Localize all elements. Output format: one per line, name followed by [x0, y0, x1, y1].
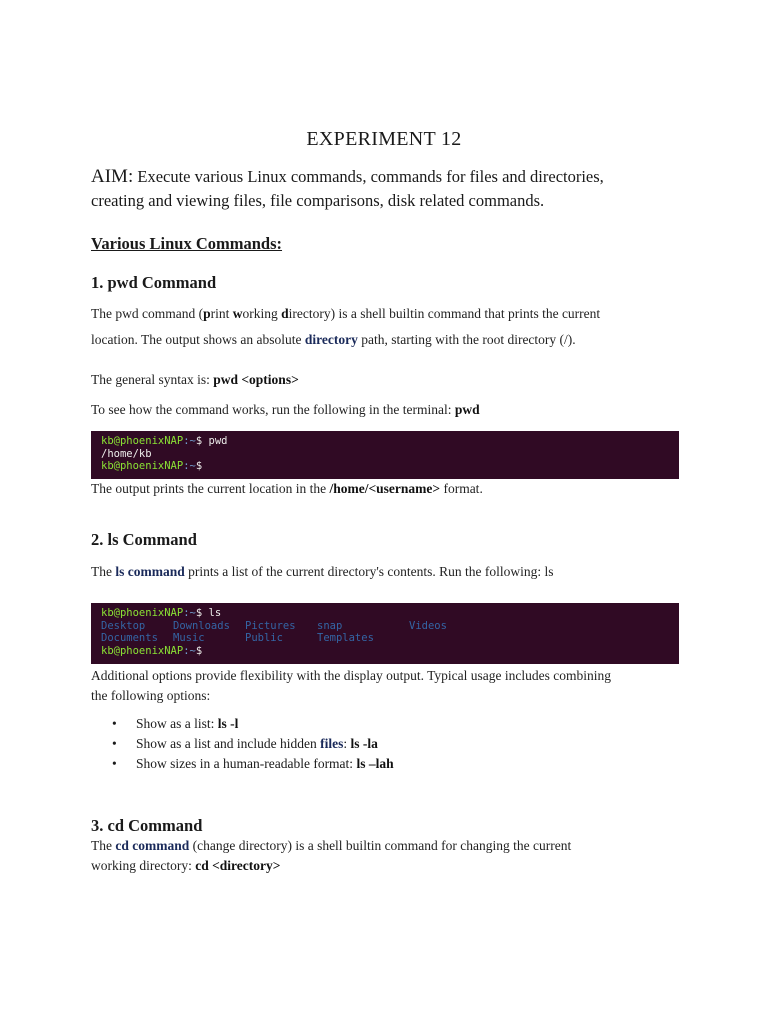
text: rint: [210, 306, 233, 321]
pwd-syntax: [91, 367, 681, 393]
aim-paragraph: [91, 165, 691, 213]
output-format: /home/<username>: [329, 481, 441, 496]
text: The: [91, 838, 116, 853]
text: The: [91, 564, 116, 579]
dir-entry: Templates: [317, 632, 374, 644]
dir-entry: Downloads: [173, 619, 230, 632]
pwd-output-note: [91, 479, 681, 499]
ls-options-list: [112, 714, 394, 774]
prompt-path: :~: [183, 644, 196, 657]
text: working directory:: [91, 858, 196, 873]
text: w: [232, 306, 243, 321]
text: location. The output shows an absolute: [91, 332, 305, 347]
pwd-heading: 1. pwd Command: [91, 273, 217, 292]
prompt-user: kb@phoenixNAP: [101, 435, 184, 447]
prompt-sign: $: [195, 607, 209, 619]
text: the following options:: [91, 688, 211, 703]
bullet: •: [112, 756, 117, 771]
terminal-line: [101, 460, 679, 473]
terminal-line: [101, 645, 679, 658]
ls-heading: 2. ls Command: [91, 530, 197, 549]
dir-entry: Music: [173, 632, 205, 644]
run-command: pwd: [454, 402, 480, 417]
terminal-line: [101, 435, 679, 448]
cd-command-link[interactable]: cd command: [115, 838, 190, 853]
text: The general syntax is:: [91, 372, 214, 387]
aim-line-2: creating and viewing files, file comparisons, disk related commands.: [91, 191, 545, 210]
ls-output-row-1: [101, 620, 679, 633]
text: (change directory) is a shell builtin command for changing the current: [189, 838, 572, 853]
cd-description: [91, 836, 681, 876]
pwd-description: [91, 301, 681, 353]
prompt-sign: $: [195, 435, 209, 447]
bullet: •: [112, 736, 117, 751]
cd-heading: 3. cd Command: [91, 816, 203, 835]
list-item: [112, 734, 394, 754]
terminal-output: /home/kb: [101, 447, 152, 460]
page-title: EXPERIMENT 12: [306, 128, 462, 150]
terminal-command: ls: [208, 607, 222, 619]
dir-entry: snap: [317, 619, 343, 632]
text: p: [203, 306, 211, 321]
text: irectory) is a shell builtin command that prints the current: [288, 306, 601, 321]
files-link[interactable]: files: [320, 736, 344, 751]
option-command: ls -la: [350, 736, 378, 751]
text: Show sizes in a human-readable format:: [136, 756, 357, 771]
aim-label: AIM:: [91, 166, 134, 187]
text: Show as a list:: [136, 716, 218, 731]
dir-entry: Videos: [409, 619, 447, 632]
prompt-sign: $: [195, 460, 209, 472]
dir-entry: Desktop: [101, 619, 146, 632]
text: orking: [242, 306, 282, 321]
ls-terminal-screenshot: [91, 603, 679, 664]
text: :: [343, 736, 351, 751]
text: Show as a list and include hidden: [136, 736, 321, 751]
prompt-user: kb@phoenixNAP: [101, 644, 184, 657]
prompt-path: :~: [183, 607, 196, 619]
list-item: [112, 754, 394, 774]
text: format.: [440, 481, 483, 496]
prompt-path: :~: [183, 460, 196, 472]
aim-line-1: Execute various Linux commands, commands for files and directories,: [133, 167, 604, 186]
dir-entry: Public: [245, 632, 283, 644]
option-command: ls –lah: [356, 756, 394, 771]
text: The output prints the current location in the: [91, 481, 330, 496]
ls-description: [91, 559, 681, 585]
list-item: [112, 714, 394, 734]
section-heading: Various Linux Commands:: [91, 234, 283, 253]
prompt-sign: $: [195, 644, 209, 657]
ls-additional-options: [91, 666, 681, 706]
cd-syntax: cd <directory>: [195, 858, 281, 873]
text: d: [281, 306, 289, 321]
prompt-path: :~: [183, 435, 196, 447]
text: To see how the command works, run the following in the terminal:: [91, 402, 455, 417]
directory-link[interactable]: directory: [304, 332, 358, 347]
option-command: ls -l: [217, 716, 239, 731]
text: Additional options provide flexibility with the display output. Typical usage includes combining: [91, 668, 611, 683]
bullet: •: [112, 716, 117, 731]
dir-entry: Pictures: [245, 619, 296, 632]
terminal-command: pwd: [208, 435, 228, 447]
pwd-terminal-screenshot: [91, 431, 679, 479]
prompt-user: kb@phoenixNAP: [101, 460, 184, 472]
prompt-user: kb@phoenixNAP: [101, 607, 184, 619]
pwd-run-instruction: [91, 397, 681, 423]
terminal-line: [101, 607, 679, 620]
ls-output-row-2: [101, 632, 679, 645]
text: path, starting with the root directory (/).: [357, 332, 576, 347]
dir-entry: Documents: [101, 632, 158, 644]
text: prints a list of the current directory's contents. Run the following: ls: [184, 564, 554, 579]
text: The pwd command (: [91, 306, 204, 321]
ls-command-link[interactable]: ls command: [115, 564, 185, 579]
syntax-command: pwd <options>: [213, 372, 299, 387]
